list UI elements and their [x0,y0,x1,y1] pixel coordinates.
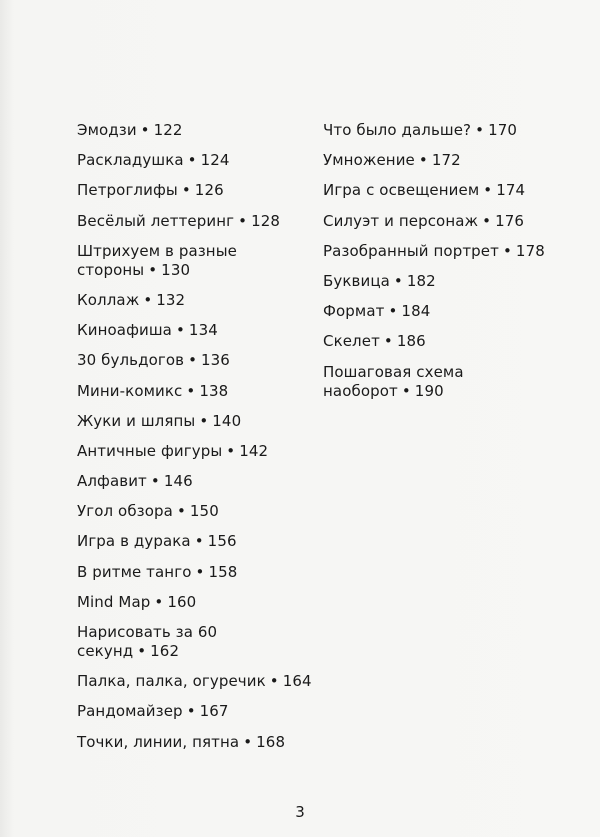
toc-entry-page: 142 [239,441,269,460]
toc-entry-separator: • [186,381,196,400]
toc-entry-separator: • [148,260,158,279]
toc-entry [323,151,573,170]
toc-column-right [323,121,573,412]
toc-entry [77,593,327,612]
toc-entry-page: 172 [431,151,461,170]
toc-column-left [77,121,327,763]
toc-entry [77,472,327,491]
toc-entry-separator: • [150,472,160,491]
toc-entry-page: 124 [200,151,230,170]
toc-entry-separator: • [269,672,279,691]
toc-entry-separator: • [188,351,198,370]
toc-entry-separator: • [383,332,393,351]
toc-entry-title: Рандомайзер [77,702,183,721]
toc-entry-page: 184 [401,302,431,321]
toc-entry-title: Весёлый леттеринг [77,211,235,230]
toc-entry [77,291,327,310]
toc-entry-title: Игра в дурака [77,532,191,551]
toc-entry-separator: • [154,592,164,611]
toc-entry-page: 158 [208,562,238,581]
toc-entry [323,363,573,401]
toc-entry-page: 126 [194,181,224,200]
toc-entry-page: 132 [156,290,186,309]
toc-entry [77,623,327,661]
toc-entry-title: Mind Map [77,592,151,611]
toc-entry [323,242,573,261]
toc-entry [323,181,573,200]
toc-entry-title: Точки, линии, пятна [77,732,240,751]
toc-entry-separator: • [175,321,185,340]
toc-entry-separator: • [199,411,209,430]
toc-entry-page: 134 [188,321,218,340]
toc-entry-separator: • [226,441,236,460]
toc-entry-separator: • [181,181,191,200]
toc-entry-page: 170 [488,121,517,139]
toc-entry-title: Раскладушка [77,151,184,170]
toc-entry-separator: • [388,302,398,321]
toc-entry-page: 136 [201,351,230,370]
toc-entry [77,442,327,461]
toc-entry-title: Буквица [323,271,390,290]
toc-entry-title: Палка, палка, огуречик [77,672,266,691]
toc-entry-separator: • [238,211,248,230]
toc-entry-separator: • [482,211,492,230]
toc-entry [323,332,573,351]
toc-entry-page: 128 [251,211,281,230]
toc-entry-page: 174 [496,181,526,200]
toc-entry-title: Пошаговая схема наоборот [323,362,464,400]
toc-entry-title: Коллаж [77,290,140,309]
toc-entry [77,242,327,280]
toc-entry [77,151,327,170]
toc-entry-title: Эмодзи [77,121,137,139]
toc-entry-title: Штрихуем в разные стороны [77,241,237,279]
toc-entry [77,532,327,551]
toc-entry-separator: • [502,241,512,260]
toc-entry [77,412,327,431]
toc-entry [77,181,327,200]
toc-entry [77,382,327,401]
toc-entry-title: Формат [323,302,385,321]
toc-entry-page: 190 [414,381,444,400]
toc-entry [77,212,327,231]
toc-entry [77,351,327,370]
toc-entry-page: 146 [163,472,193,491]
toc-entry [77,672,327,691]
toc-entry [77,121,327,140]
toc-entry-separator: • [475,121,485,139]
toc-entry-title: Жуки и шляпы [77,411,196,430]
toc-entry-separator: • [393,271,403,290]
toc-entry-title: Разобранный портрет [323,241,499,260]
toc-entry [77,563,327,582]
toc-entry-page: 140 [212,411,242,430]
toc-entry-separator: • [186,702,196,721]
toc-entry-title: Алфавит [77,472,147,491]
toc-entry [323,212,573,231]
toc-entry-title: Петроглифы [77,181,178,200]
toc-entry-title: Скелет [323,332,380,351]
toc-entry [323,121,573,140]
toc-entry-page: 122 [153,121,183,139]
toc-entry-separator: • [187,151,197,170]
toc-entry [323,272,573,291]
toc-entry-title: Нарисовать за 60 секунд [77,623,218,660]
toc-entry-page: 178 [515,241,545,260]
toc-entry-page: 162 [150,642,180,660]
toc-entry-page: 130 [161,260,191,279]
toc-entry-page: 186 [396,332,426,351]
toc-entry-separator: • [483,181,493,200]
toc-entry [77,702,327,721]
toc-entry-title: Киноафиша [77,321,172,340]
toc-entry-separator: • [194,532,204,551]
toc-entry-title: 30 бульдогов [77,351,185,370]
toc-entry-separator: • [418,151,428,170]
toc-entry-title: В ритме танго [77,562,192,581]
toc-entry-title: Силуэт и персонаж [323,211,479,230]
toc-entry-page: 138 [199,381,229,400]
toc-entry [77,733,327,752]
toc-entry-separator: • [401,381,411,400]
toc-entry-page: 160 [167,592,197,611]
toc-entry [323,302,573,321]
toc-entry-separator: • [243,732,253,751]
toc-entry-title: Умножение [323,151,415,170]
toc-entry-separator: • [195,562,205,581]
toc-entry-separator: • [140,121,150,139]
toc-entry-page: 168 [256,732,286,751]
toc-entry-page: 164 [282,672,312,691]
toc-entry-title: Что было дальше? [323,121,472,139]
toc-entry [77,321,327,340]
toc-entry-page: 156 [207,532,237,551]
toc-entry-title: Угол обзора [77,502,173,521]
toc-entry-page: 150 [189,502,219,521]
toc-entry-title: Мини-комикс [77,381,183,400]
page-number: 3 [295,803,305,821]
toc-entry-title: Игра с освещением [323,181,480,200]
toc-entry-page: 182 [406,271,436,290]
toc-entry-separator: • [176,502,186,521]
toc-entry-separator: • [143,290,153,309]
toc-entry-page: 176 [495,211,525,230]
toc-entry-title: Античные фигуры [77,441,223,460]
toc-entry-page: 167 [199,702,229,721]
toc-entry-separator: • [137,642,147,660]
toc-entry [77,502,327,521]
